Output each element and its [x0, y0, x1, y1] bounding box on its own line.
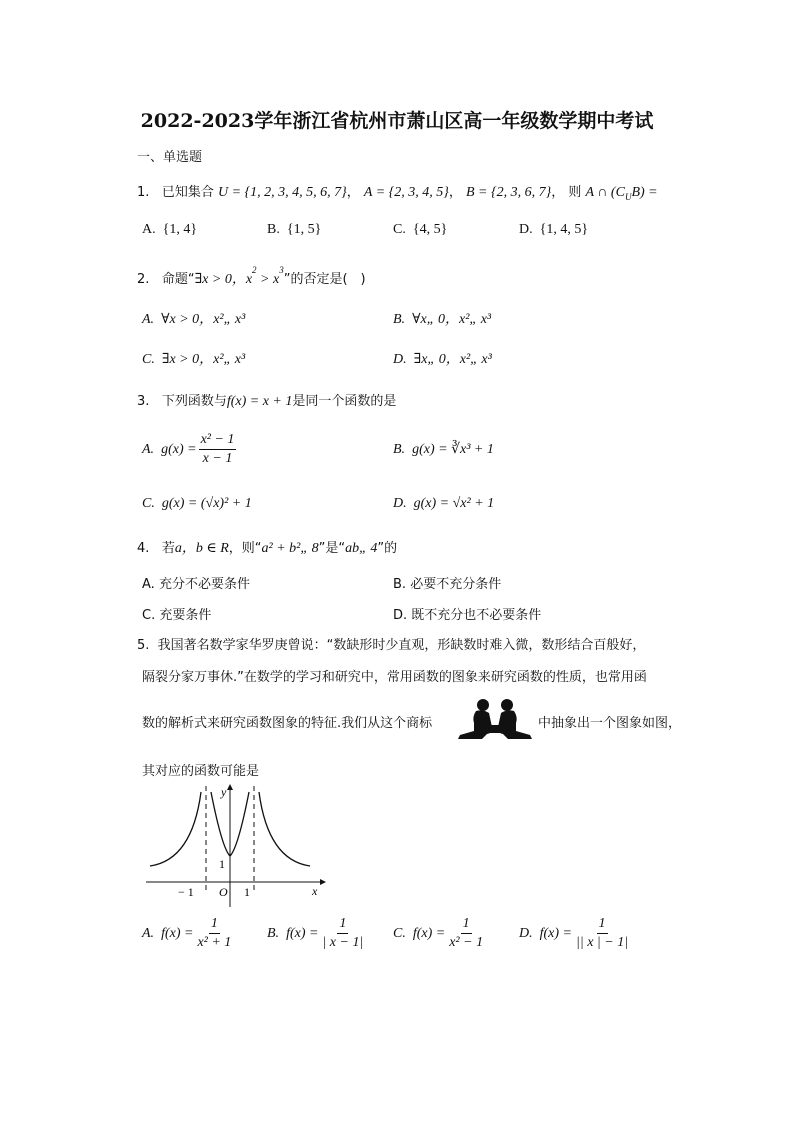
q5-option-d: D. f(x) = $\frac{1}{|| x | - 1|}$: [519, 916, 629, 950]
tick-label-pos-1: 1: [244, 885, 250, 899]
q1-number: 1.: [137, 185, 150, 200]
question-5-line-4: 其对应的函数可能是: [142, 764, 260, 779]
function-graph: [140, 782, 330, 912]
q1-set-b: B = {2, 3, 6, 7}: [466, 185, 552, 200]
q5-option-a: A. f(x) = $\frac{1}{\text{x² + 1}}$: [142, 916, 232, 950]
section-heading: 一、单选题: [137, 150, 203, 165]
q2-proposition: ∃x > 0，$x^2 > x^3$: [194, 265, 284, 287]
q4-condition-2: ab„ 4: [345, 541, 378, 556]
question-2: 2. 命题“∃x > 0，$x^2 > x^3$”的否定是( ): [137, 265, 366, 287]
curve-left-branch: [150, 792, 201, 866]
question-5-line-1: 5. 我国著名数学家华罗庚曾说：“数缺形时少直观，形缺数时难入微，数形结合百般好，: [137, 638, 646, 653]
q5-number: 5.: [137, 638, 150, 653]
tick-label-neg-1: − 1: [178, 885, 194, 899]
q3-option-c: C. g(x) = (√x)² + 1: [142, 496, 252, 511]
x-axis-label: x: [312, 884, 318, 898]
q1-expression: A ∩ $(C_UB)$ =: [585, 185, 658, 202]
q5-option-c: C. f(x) = $\frac{1}{\text{x² − 1}}$: [393, 916, 484, 950]
q1-set-u: U = {1, 2, 3, 4, 5, 6, 7}: [217, 185, 347, 200]
q5-option-b: B. f(x) = $\frac{1}{| x - 1|}$: [267, 916, 364, 950]
y-axis-label: y: [221, 785, 227, 799]
q3-option-b: B. g(x) = ∛x³ + 1: [393, 442, 494, 457]
origin-label: O: [219, 885, 228, 899]
q2-number: 2.: [137, 272, 150, 287]
kappa-logo-image: [456, 697, 534, 741]
y-axis-arrow-icon: [227, 784, 233, 790]
q1-set-a: A = {2, 3, 4, 5}: [363, 185, 449, 200]
q1-stem: 已知集合: [161, 185, 214, 200]
q2-option-b: B. ∀x„ 0，x²„ x³: [393, 312, 492, 327]
q3-number: 3.: [137, 394, 150, 409]
curve-right-branch: [259, 792, 310, 866]
q2-option-c: C. ∃x > 0，x²„ x³: [142, 352, 246, 367]
page-title: 2022-2023学年浙江省杭州市萧山区高一年级数学期中考试: [140, 110, 654, 132]
question-5-line-2: 隔裂分家万事休.”在数学的学习和研究中，常用函数的图象来研究函数的性质，也常用函: [142, 670, 647, 685]
q2-option-a: A. ∀x > 0，x²„ x³: [142, 312, 246, 327]
q4-option-c: C. 充要条件: [142, 608, 212, 623]
q1-option-b: B. {1, 5}: [267, 222, 322, 237]
q4-option-b: B. 必要不充分条件: [393, 577, 502, 592]
q2-option-d: D. ∃x„ 0，x²„ x³: [393, 352, 492, 367]
q1-then: 则: [568, 185, 582, 200]
question-5-line-3a: 数的解析式来研究函数图象的特征.我们从这个商标: [142, 716, 433, 731]
q1-option-c: C. {4, 5}: [393, 222, 448, 237]
q4-condition-1: a² + b²„ 8: [261, 541, 319, 556]
x-axis-arrow-icon: [320, 879, 326, 885]
q1-option-d: D. {1, 4, 5}: [519, 222, 589, 237]
q3-function: f(x) = x + 1: [226, 394, 293, 409]
q4-option-d: D. 既不充分也不必要条件: [393, 608, 542, 623]
q3-option-a: A. g(x) = $\frac{\text{x² − 1}}{x - 1}$: [142, 432, 235, 466]
question-5-line-3b: 中抽象出一个图象如图，: [538, 716, 682, 731]
q4-number: 4.: [137, 541, 150, 556]
question-4: 4. 若a，b ∈ R，则“a² + b²„ 8”是“ab„ 4”的: [137, 541, 398, 556]
question-3: 3. 下列函数与f(x) = x + 1是同一个函数的是: [137, 394, 397, 409]
q3-option-d: D. g(x) = √x² + 1: [393, 496, 495, 511]
q4-option-a: A. 充分不必要条件: [142, 577, 250, 592]
y-intercept-label: 1: [219, 857, 225, 871]
q1-option-a: A. {1, 4}: [142, 222, 198, 237]
question-1: 1. 已知集合 U = {1, 2, 3, 4, 5, 6, 7}， A = {2, 3, 4, 5}， B = {2, 3, 6, 7}， 则 A ∩ $(C_UB)$ =: [137, 185, 658, 202]
